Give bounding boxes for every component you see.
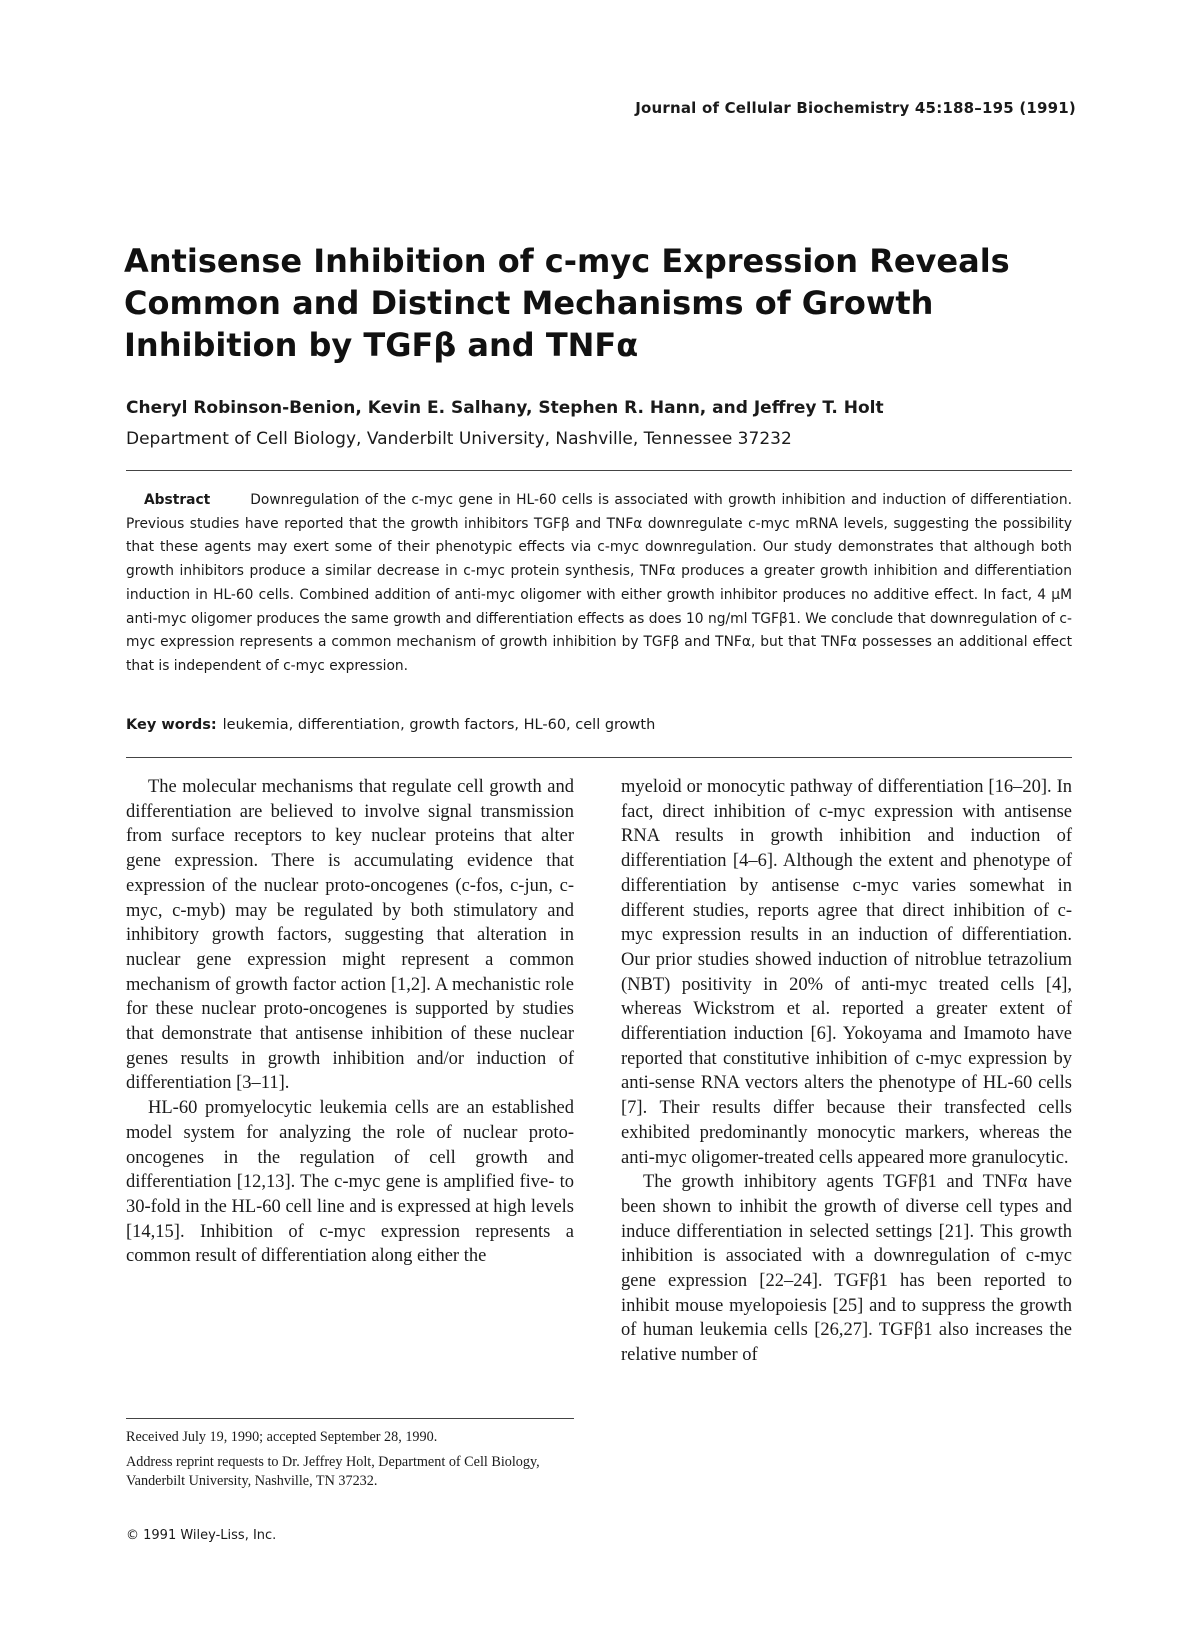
copyright: © 1991 Wiley-Liss, Inc. [126, 1528, 277, 1543]
author-list: Cheryl Robinson-Benion, Kevin E. Salhany, Stephen R. Hann, and Jeffrey T. Holt [126, 398, 884, 418]
footnote-address: Address reprint requests to Dr. Jeffrey Holt, Department of Cell Biology, Vanderbilt University, Nashville, TN 37232. [126, 1454, 540, 1489]
body-paragraph: myeloid or monocytic pathway of differentiation [16–20]. In fact, direct inhibition of c-myc expression with antisense RNA results in growth inhibition and induction of differentiation [4–6]. Although the extent and phenotype of differentiation by antisense c-myc varies somewhat in different studies, reports agree that direct inhibition of c-myc expression results in an induction of differentiation. Our prior studies showed induction of nitroblue tetrazolium (NBT) positivity in 20% of anti-myc treated cells [4], whereas Wickstrom et al. reported a greater extent of differentiation induction [6]. Yokoyama and Imamoto have reported that constitutive inhibition of c-myc expression by anti-sense RNA vectors alters the phenotype of HL-60 cells [7]. Their results differ because their transfected cells exhibited predominantly monocytic markers, whereas the anti-myc oligomer-treated cells appeared more granulocytic. [621, 777, 1072, 1168]
keywords [126, 717, 655, 733]
abstract-top-rule [126, 470, 1072, 471]
body-paragraph: The growth inhibitory agents TGFβ1 and TNFα have been shown to inhibit the growth of diverse cell types and induce differentiation in selected settings [21]. This growth inhibition is associated with a downregulation of c-myc gene expression [22–24]. TGFβ1 has been reported to inhibit mouse myelopoiesis [25] and to suppress the growth of human leukemia cells [26,27]. TGFβ1 also increases the relative number of [621, 1172, 1072, 1366]
author-affiliation: Department of Cell Biology, Vanderbilt University, Nashville, Tennessee 37232 [126, 429, 792, 449]
abstract-bottom-rule [126, 757, 1072, 758]
abstract [126, 489, 1072, 679]
body-column-left [126, 775, 574, 1269]
footnote-received: Received July 19, 1990; accepted September 28, 1990. [126, 1429, 438, 1445]
keywords-text: leukemia, differentiation, growth factors, HL-60, cell growth [222, 717, 656, 733]
journal-citation: Journal of Cellular Biochemistry 45:188–195 (1991) [635, 99, 1076, 117]
body-paragraph: The molecular mechanisms that regulate cell growth and differentiation are believed to involve signal transmission from surface receptors to key nuclear proteins that alter gene expression. There is accumulating evidence that expression of the nuclear proto-oncogenes (c-fos, c-jun, c-myc, c-myb) may be regulated by both stimulatory and inhibitory growth factors, suggesting that alteration in nuclear gene expression might represent a common mechanism of growth factor action [1,2]. A mechanistic role for these nuclear proto-oncogenes is supported by studies that demonstrate that antisense inhibition of these nuclear genes results in growth inhibition and/or induction of differentiation [3–11]. [126, 777, 574, 1094]
body-column-right [621, 775, 1072, 1368]
article-title: Antisense Inhibition of c-myc Expression Reveals Common and Distinct Mechanisms of Growth Inhibition by TGFβ and TNFα [124, 242, 1010, 364]
abstract-text: Downregulation of the c-myc gene in HL-60 cells is associated with growth inhibition and induction of differentiation. Previous studies have reported that the growth inhibitors TGFβ and TNFα downregulate c-myc mRNA levels, suggesting the possibility that these agents may exert some of their phenotypic effects via c-myc downregulation. Our study demonstrates that although both growth inhibitors produce a similar decrease in c-myc protein synthesis, TNFα produces a greater growth inhibition and differentiation induction in HL-60 cells. Combined addition of anti-myc oligomer with either growth inhibitor produces no additive effect. In fact, 4 μM anti-myc oligomer produces the same growth and differentiation effects as does 10 ng/ml TGFβ1. We conclude that downregulation of c-myc expression represents a common mechanism of growth inhibition by TGFβ and TNFα, but that TNFα possesses an additional effect that is independent of c-myc expression. [126, 492, 1072, 674]
body-paragraph: HL-60 promyelocytic leukemia cells are an established model system for analyzing the role of nuclear proto-oncogenes in the regulation of cell growth and differentiation [12,13]. The c-myc gene is amplified five- to 30-fold in the HL-60 cell line and is expressed at high levels [14,15]. Inhibition of c-myc expression represents a common result of differentiation along either the [126, 1098, 574, 1267]
keywords-label: Key words: [126, 717, 217, 733]
footnote-rule [126, 1418, 574, 1419]
abstract-label: Abstract [144, 492, 211, 508]
